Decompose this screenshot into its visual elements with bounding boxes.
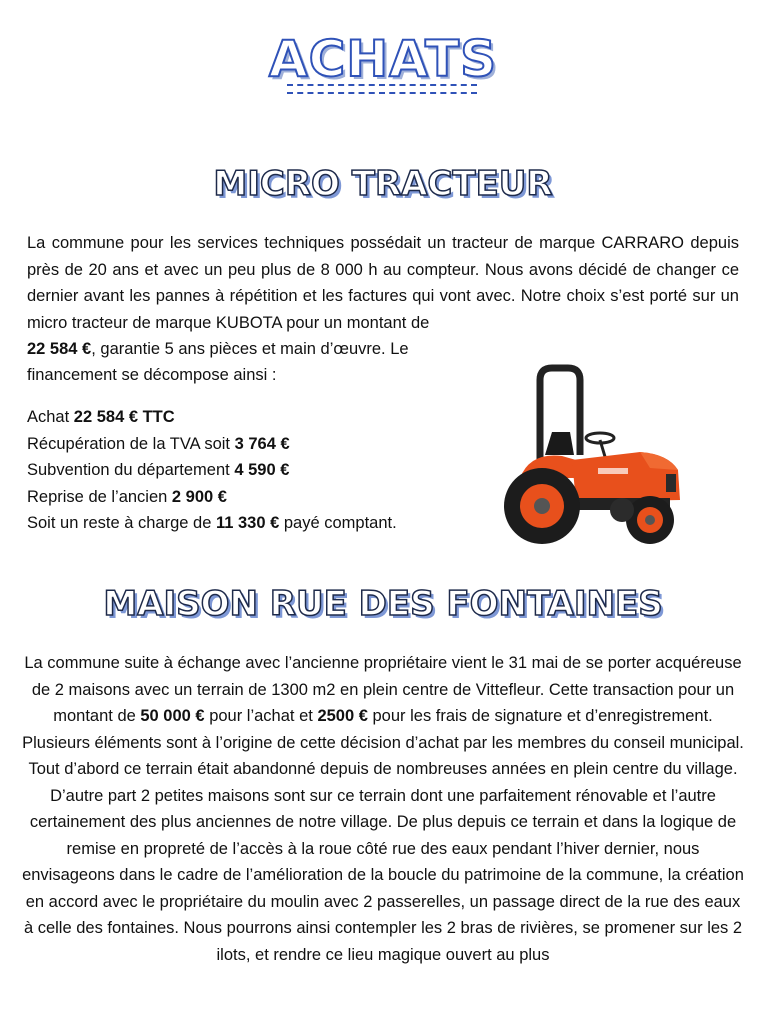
maison-text: pour l’achat et bbox=[204, 707, 318, 725]
maison-paragraph bbox=[22, 650, 744, 968]
tractor-paragraph-cont-text: , garantie 5 ans pièces et main d’œuvre. Le bbox=[91, 340, 409, 358]
tractor-amount: 22 584 € bbox=[27, 340, 92, 358]
maison-amount-purchase: 50 000 € bbox=[140, 707, 205, 725]
financing-value: 2 900 € bbox=[171, 487, 227, 506]
title-underline bbox=[287, 84, 477, 94]
tractor-paragraph bbox=[27, 230, 739, 336]
financing-label: Achat bbox=[27, 408, 74, 426]
tractor-paragraph-last: financement se décompose ainsi : bbox=[27, 366, 277, 384]
section-title-maison: MAISON RUE DES FONTAINES bbox=[103, 584, 663, 624]
financing-item bbox=[27, 457, 487, 484]
financing-value: 3 764 € bbox=[234, 434, 290, 453]
financing-item bbox=[27, 510, 487, 537]
financing-list bbox=[27, 404, 487, 537]
financing-label: Reprise de l’ancien bbox=[27, 487, 172, 506]
maison-amount-fees: 2500 € bbox=[317, 707, 368, 725]
financing-item bbox=[27, 431, 487, 458]
financing-value: 4 590 € bbox=[234, 461, 290, 479]
financing-item bbox=[27, 404, 487, 431]
tractor-image bbox=[490, 360, 700, 550]
financing-item bbox=[27, 484, 487, 511]
tractor-paragraph-cont bbox=[27, 336, 479, 363]
maison-text: pour les frais de signature et d’enregistrement. Plusieurs éléments sont à l’origine de cette décision d’achat par les membres du conseil municipal. Tout d’abord ce terrain était abandonné depuis de nombreuses années en plein centre du village. D’autre part 2 petites maisons sont sur ce terrain dont une parfaitement rénovable et l’autre certainement des plus anciennes de notre village. De plus depuis ce terrain et dans la logique de remise en propreté de l’accès à la roue côté rue des eaux pendant l’hiver dernier, nous envisageons dans le cadre de l’amélioration de la boucle du patrimoine de la commune, la création en accord avec le propriétaire du moulin avec 2 passerelles, un passage direct de la rue des eaux à celle des fontaines. Nous pourrons ainsi contempler les 2 bras de rivières, se promener sur les 2 ilots, et rendre ce lieu magique ouvert au plus bbox=[22, 707, 744, 964]
financing-value: 11 330 € bbox=[215, 514, 280, 532]
financing-value: 22 584 € TTC bbox=[73, 408, 175, 426]
financing-label: Subvention du département bbox=[27, 461, 235, 479]
maison-text: La commune suite à échange avec l’ancienne propriétaire vient le 31 mai de se porter acquéreuse de 2 maisons avec un terrain de 1300 m2 en plein centre de Vittefleur. Cette transaction pour un montant de bbox=[24, 654, 742, 725]
financing-label: Soit un reste à charge de bbox=[27, 514, 216, 532]
financing-suffix: payé comptant. bbox=[279, 514, 397, 532]
financing-label: Récupération de la TVA soit bbox=[27, 434, 235, 453]
tractor-paragraph-text: La commune pour les services techniques possédait un tracteur de marque CARRARO depuis près de 20 ans et avec un peu plus de 8 000 h au compteur. Nous avons décidé de changer ce dernier avant les pannes à répétition et les factures qui vont avec. Notre choix s’est porté sur un micro tracteur de marque KUBOTA pour un montant de bbox=[27, 234, 739, 332]
section-title-micro-tracteur: MICRO TRACTEUR bbox=[213, 164, 553, 204]
page-title: ACHATS bbox=[268, 30, 498, 88]
